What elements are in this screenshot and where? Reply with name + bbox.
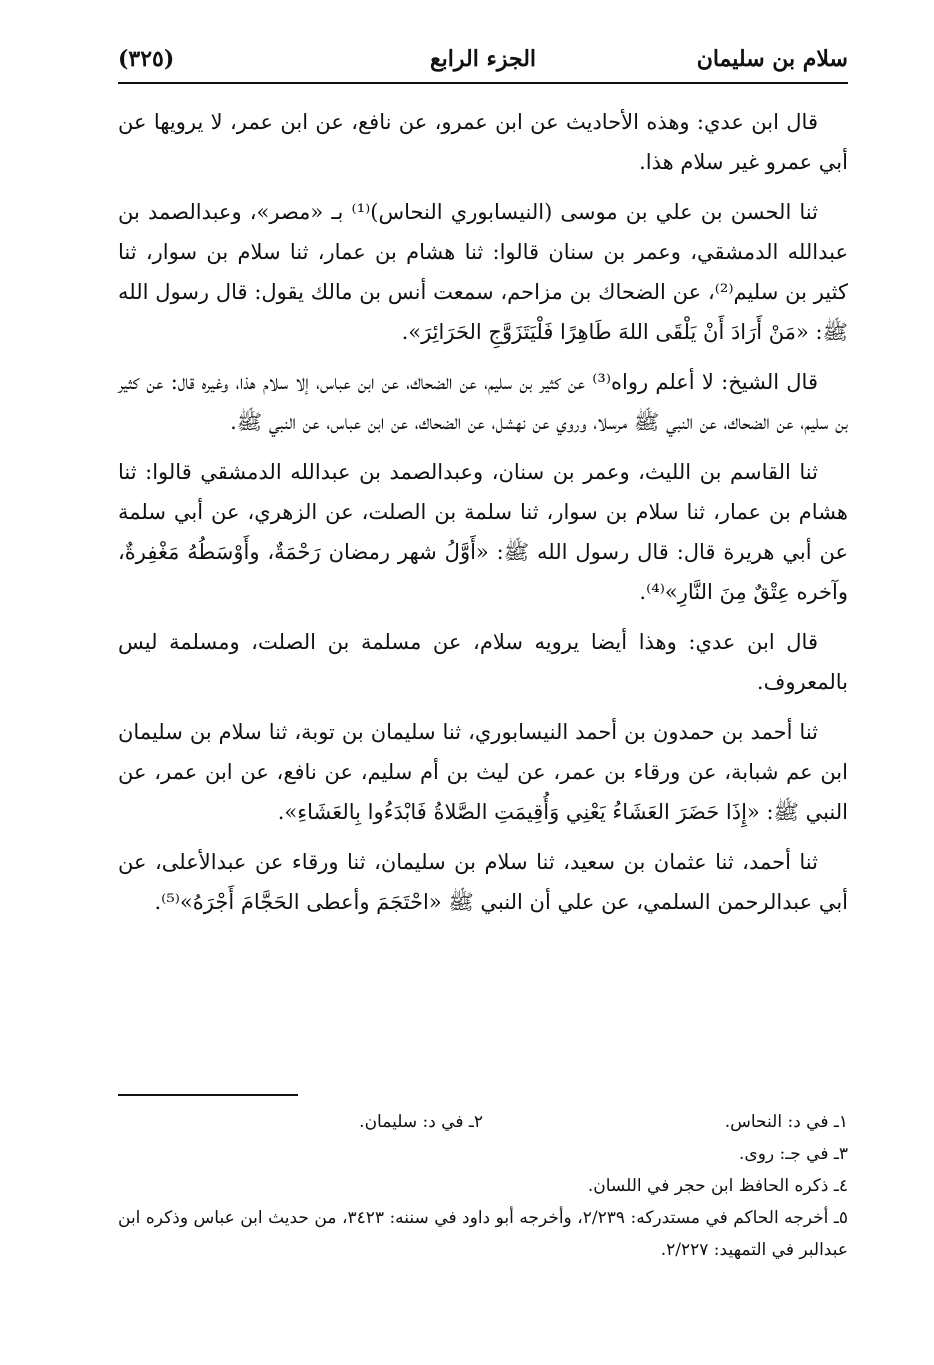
footnote-3: ٣ـ في جـ: روى. bbox=[739, 1144, 848, 1164]
footnote-row bbox=[118, 1106, 848, 1138]
footnote-1: ١ـ في د: النحاس. bbox=[724, 1112, 848, 1132]
page-header bbox=[118, 42, 848, 84]
paragraph: قال ابن عدي: وهذا أيضا يرويه سلام، عن مسلمة بن الصلت، ومسلمة ليس بالمعروف. bbox=[118, 630, 848, 694]
paragraph: ثنا الحسن بن علي بن موسى (النيسابوري النحاس)⁽¹⁾ بـ «مصر»، وعبدالصمد بن عبدالله الدمشقي، وعمر بن سنان قالوا: ثنا هشام بن عمار، ثنا سلام بن سوار، ثنا كثير بن سليم⁽²⁾، عن الضحاك بن مزاحم، سمعت أنس بن مالك يقول: قال رسول الله ﷺ: «مَنْ أَرَادَ أَنْ يَلْقَى اللهَ طَاهِرًا فَلْيَتَزَوَّجِ الحَرَائِرَ». bbox=[118, 200, 848, 344]
footnote-4: ٤ـ ذكره الحافظ ابن حجر في اللسان. bbox=[587, 1176, 848, 1196]
paragraph: ثنا أحمد، ثنا عثمان بن سعيد، ثنا سلام بن سليمان، ثنا ورقاء عن عبدالأعلى، عن أبي عبدالرحمن السلمي، عن علي أن النبي ﷺ «احْتَجَمَ وأعطى الحَجَّامَ أَجْرَهُ»⁽⁵⁾. bbox=[118, 850, 848, 914]
running-head-volume: الجزء الرابع bbox=[429, 46, 537, 72]
footnotes bbox=[118, 1106, 848, 1266]
paragraph: قال ابن عدي: وهذه الأحاديث عن ابن عمرو، عن نافع، عن ابن عمر، لا يرويها عن أبي عمرو غير سلام هذا. bbox=[118, 110, 848, 174]
paragraph: ثنا القاسم بن الليث، وعمر بن سنان، وعبدالصمد بن عبدالله الدمشقي قالوا: ثنا هشام بن عمار، ثنا سلام بن سوار، ثنا سلمة بن الصلت، عن الزهري، عن أبي سلمة عن أبي هريرة قال: قال رسول الله ﷺ: «أَوَّلُ شهر رمضان رَحْمَةٌ، وأَوْسَطُهُ مَغْفِرةٌ، وآخره عِتْقٌ مِنَ النَّارِ»⁽⁴⁾. bbox=[118, 460, 849, 604]
footnote-5: ٥ـ أخرجه الحاكم في مستدركه: ٢/٢٣٩، وأخرجه أبو داود في سننه: ٣٤٢٣، من حديث ابن عباس وذكره ابن عبدالبر في التمهيد: ٢/٢٢٧. bbox=[118, 1208, 849, 1260]
footnote-separator bbox=[118, 1094, 298, 1096]
main-text bbox=[118, 102, 848, 932]
paragraph: قال الشيخ: لا أعلم رواه⁽³⁾ عن كثير بن سليم، عن الضحاك، عن ابن عباس، إلا سلام هذا، وغيره قال: عن كثير بن سليم، عن الضحاك، عن النبي ﷺ مرسلا، وروي عن نهشل، عن الضحاك، عن ابن عباس، عن النبي ﷺ. bbox=[118, 370, 848, 434]
page-number: (٣٢٥) bbox=[118, 46, 175, 72]
paragraph: ثنا أحمد بن حمدون بن أحمد النيسابوري، ثنا سليمان بن توبة، ثنا سلام بن سليمان ابن عم شبابة، عن ورقاء بن عمر، عن ليث بن أم سليم، عن نافع، عن ابن عمر، عن النبي ﷺ: «إِذَا حَضَرَ العَشَاءُ يَعْنِي وَأُقِيمَتِ الصَّلاةُ فَابْدَءُوا بِالعَشَاءِ». bbox=[118, 720, 848, 824]
footnote-2: ٢ـ في د: سليمان. bbox=[359, 1112, 483, 1132]
running-head-author: سلام بن سليمان bbox=[696, 46, 848, 72]
